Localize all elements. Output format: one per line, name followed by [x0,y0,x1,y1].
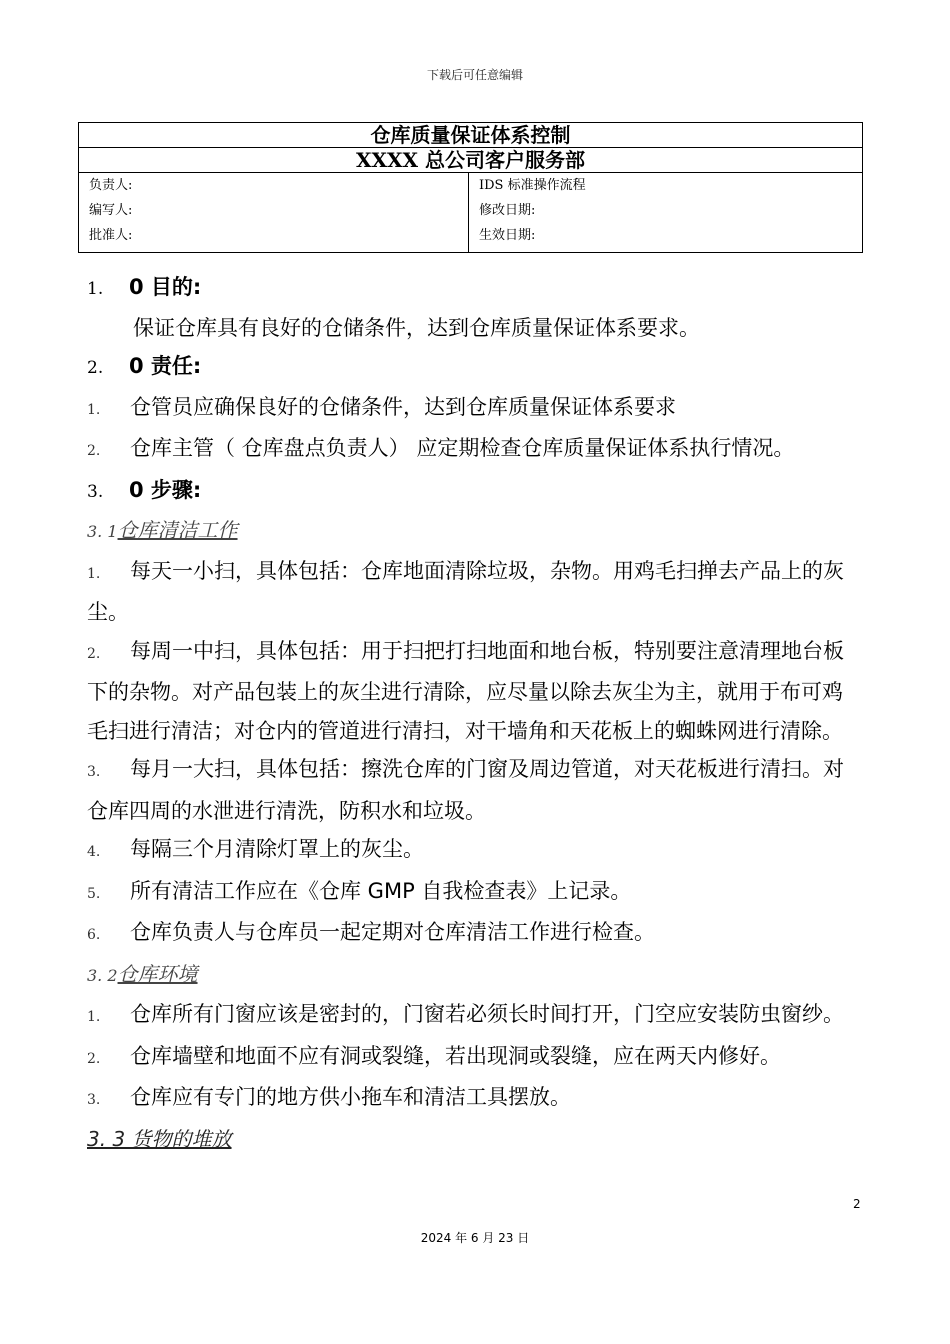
section-heading [87,268,862,309]
header-note: 下载后可任意编辑 [426,68,523,82]
item-text: 仓库负责人与仓库员一起定期对仓库清洁工作进行检查。 [130,920,655,944]
section-number: 2. [87,358,104,378]
section-title: 0 责任: [129,354,202,378]
list-item [87,995,862,1037]
list-item [87,632,862,751]
subsection-title: 仓库清洁工作 [117,518,238,542]
responsibility-cell [79,173,469,253]
list-item [87,429,862,471]
item-number: 1. [87,401,101,418]
section-title: 0 步骤: [129,477,202,502]
subsection-number: 3. 2 [87,965,118,985]
item-number: 3. [87,764,101,780]
item-text: 仓库主管（ 仓库盘点负责人） 应定期检查仓库质量保证体系执行情况。 [130,436,795,460]
item-number: 4. [87,844,101,860]
list-item [87,750,862,830]
revision-date-label: 修改日期: [479,203,536,218]
procedure-type-label: IDS 标准操作流程 [479,178,586,193]
item-text: 每天一小扫，具体包括：仓库地面清除垃圾，杂物。用鸡毛扫掸去产品上的灰尘。 [87,558,844,624]
item-text: 每隔三个月清除灯罩上的灰尘。 [130,837,424,861]
document-header-table [78,122,863,253]
item-number: 2. [87,443,101,459]
subsection-title: 仓库环境 [117,961,198,986]
list-item [87,552,862,632]
item-number: 6. [87,927,101,943]
document-body [87,268,862,1158]
purpose-text: 保证仓库具有良好的仓储条件，达到仓库质量保证体系要求。 [133,315,700,340]
item-number: 2. [87,1050,101,1067]
item-text: 仓管员应确保良好的仓储条件，达到仓库质量保证体系要求 [130,394,676,419]
item-number: 2. [87,645,101,662]
document-subtitle: XXXX 总公司客户服务部 [79,148,863,173]
subsection-heading [87,1120,862,1159]
list-item [87,913,862,955]
section-heading [87,471,862,512]
section-number: 1. [87,279,104,299]
item-text: 每月一大扫，具体包括：擦洗仓库的门窗及周边管道，对天花板进行清扫。对仓库四周的水泄进行清洗，防积水和垃圾。 [87,757,844,823]
item-number: 3. [87,1092,101,1108]
item-text: 仓库墙壁和地面不应有洞或裂缝，若出现洞或裂缝，应在两天内修好。 [130,1043,781,1068]
approver-label: 批准人: [89,228,133,243]
list-item [87,1078,862,1120]
item-text: 仓库所有门窗应该是密封的，门窗若必须长时间打开，门空应安装防虫窗纱。 [130,1002,844,1026]
footer-date: 2024 年 6 月 23 日 [420,1231,530,1245]
page-number: 2 [853,1197,861,1211]
effective-date-label: 生效日期: [479,228,536,243]
section-title: 0 目的: [129,275,202,299]
item-number: 5. [87,885,101,902]
subsection-heading [87,511,862,552]
subsection-title: 3. 3 货物的堆放 [87,1126,232,1151]
subsection-number: 3. 1 [87,522,118,541]
list-item [87,830,862,872]
item-text: 所有清洁工作应在《仓库 GMP 自我检查表》上记录。 [130,878,632,903]
document-title: 仓库质量保证体系控制 [79,123,863,148]
item-text: 每周一中扫，具体包括：用于扫把打扫地面和地台板，特别要注意清理地台板下的杂物。对产品包装上的灰尘进行清除，应尽量以除去灰尘为主，就用于布可鸡毛扫进行清洁；对仓内的管道进行清扫，对干墙角和天花板上的蜘蛛网进行清除。 [87,638,844,743]
section-heading [87,347,862,388]
author-label: 编写人: [89,203,133,218]
list-item [87,872,862,914]
item-text: 仓库应有专门的地方供小拖车和清洁工具摆放。 [130,1085,571,1109]
item-number: 1. [87,1009,101,1025]
responsible-person-label: 负责人: [89,178,133,193]
section-number: 3. [87,481,104,502]
list-item [87,388,862,430]
list-item [87,1037,862,1079]
procedure-cell [469,173,863,253]
item-number: 1. [87,565,101,582]
subsection-heading [87,955,862,996]
